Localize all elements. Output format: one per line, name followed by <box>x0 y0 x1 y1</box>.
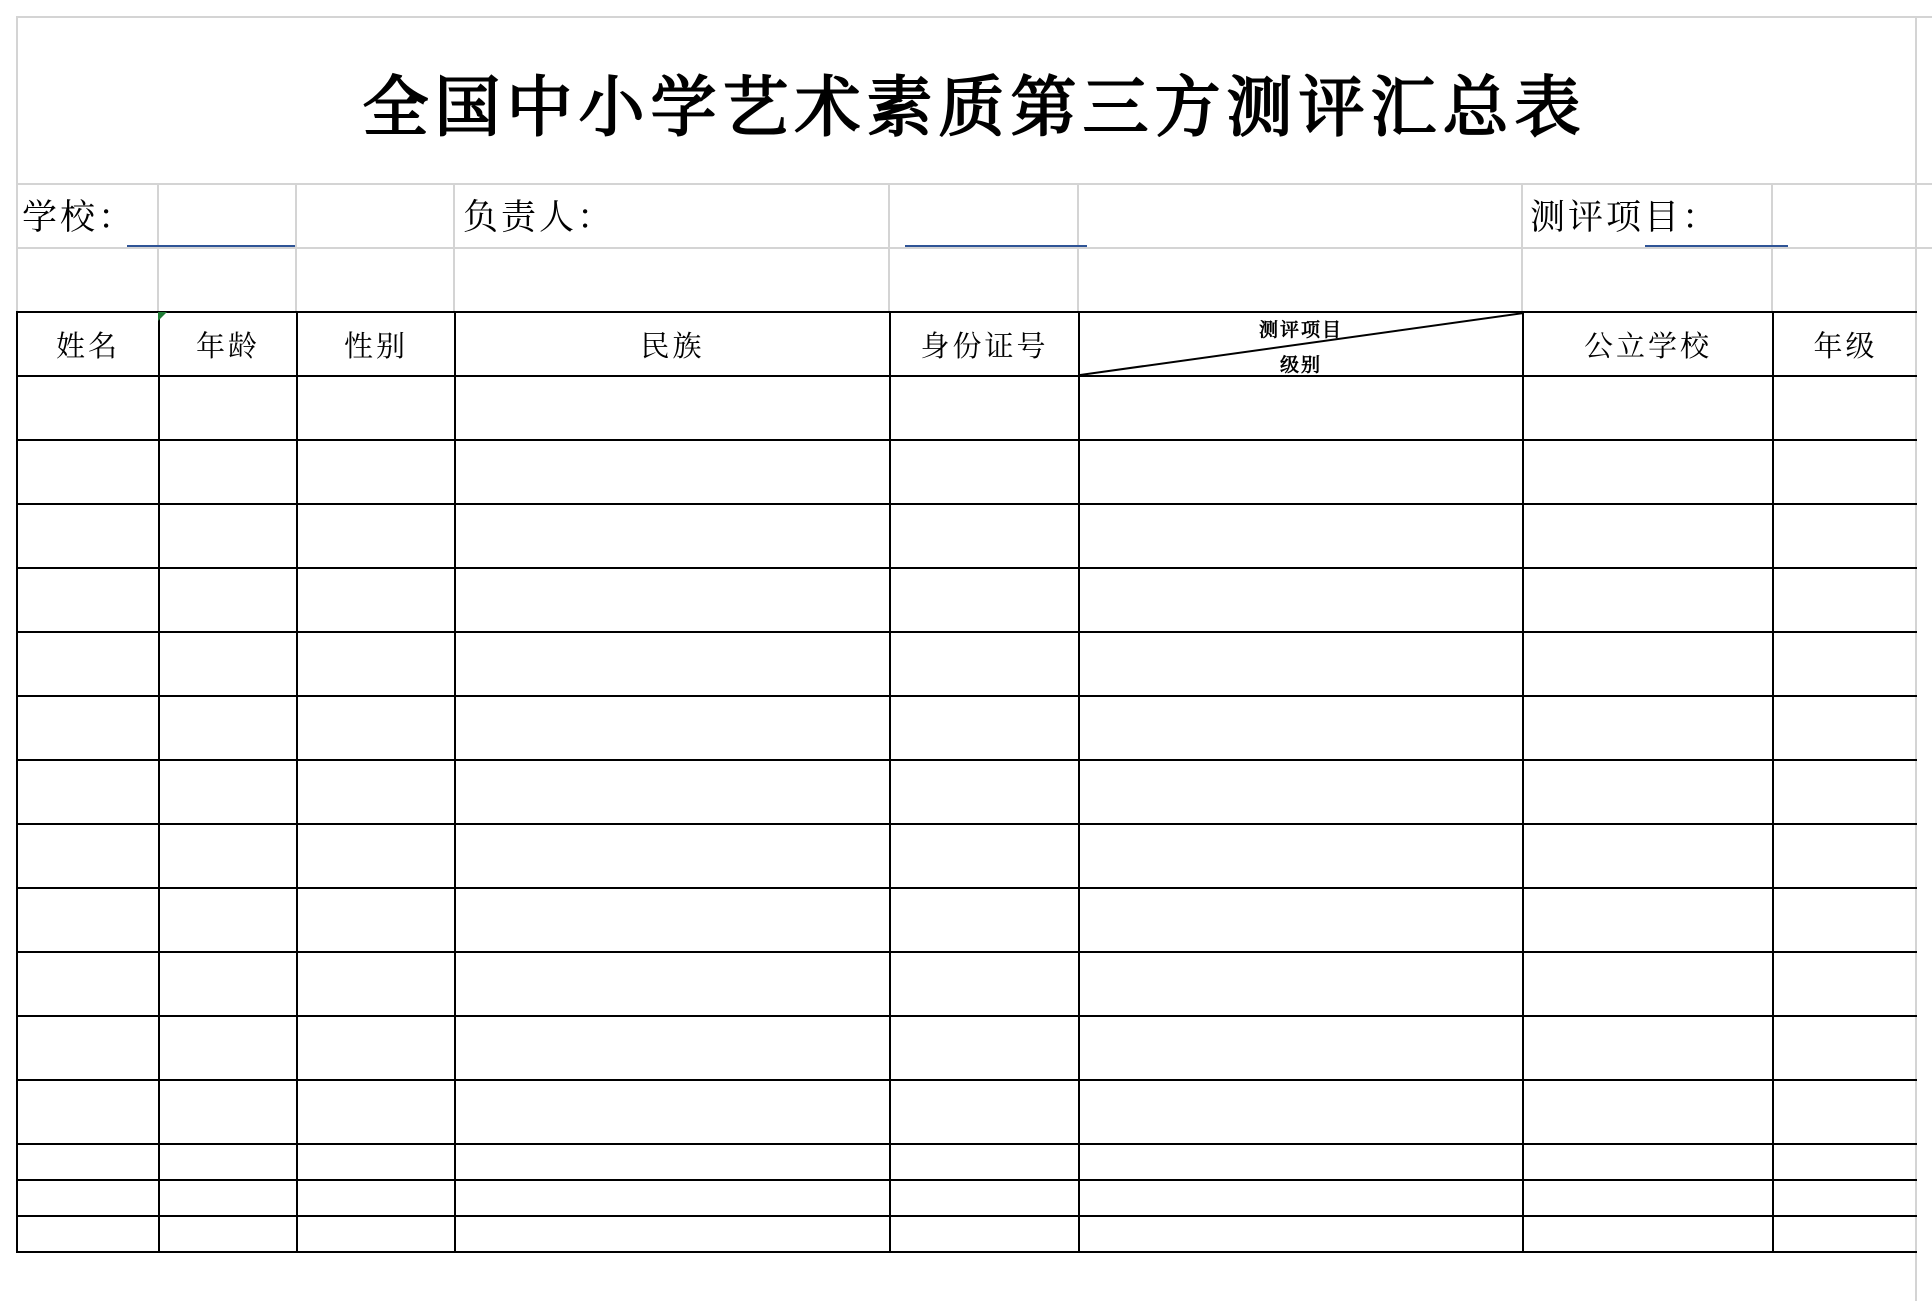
project-fill-line[interactable] <box>1645 245 1788 247</box>
header-gender: 性别 <box>297 312 455 376</box>
comment-indicator-icon <box>158 312 167 321</box>
table-cell[interactable] <box>890 568 1079 632</box>
table-cell[interactable] <box>890 824 1079 888</box>
header-grade: 年级 <box>1773 312 1917 376</box>
table-row <box>17 824 1917 888</box>
table-row <box>17 696 1917 760</box>
table-row <box>17 1216 1917 1252</box>
table-row <box>17 1144 1917 1180</box>
table-cell[interactable] <box>1079 568 1523 632</box>
table-cell[interactable] <box>890 504 1079 568</box>
table-cell[interactable] <box>297 1016 455 1080</box>
sheet-gridline <box>157 183 159 311</box>
table-cell[interactable] <box>159 504 297 568</box>
table-cell[interactable] <box>1079 760 1523 824</box>
table-cell[interactable] <box>455 440 890 504</box>
table-cell[interactable] <box>1079 888 1523 952</box>
table-cell[interactable] <box>455 632 890 696</box>
table-cell[interactable] <box>297 696 455 760</box>
table-cell[interactable] <box>297 952 455 1016</box>
project-label: 测评项目： <box>1530 198 1721 238</box>
table-cell[interactable] <box>890 952 1079 1016</box>
school-fill-line[interactable] <box>127 245 295 247</box>
table-cell[interactable] <box>159 1180 297 1216</box>
table-cell[interactable] <box>1773 888 1917 952</box>
table-row <box>17 504 1917 568</box>
table-cell[interactable] <box>159 824 297 888</box>
table-cell[interactable] <box>17 1216 159 1252</box>
table-row <box>17 1080 1917 1144</box>
table-cell[interactable] <box>297 1144 455 1180</box>
table-cell[interactable] <box>159 888 297 952</box>
table-cell[interactable] <box>297 568 455 632</box>
table-cell[interactable] <box>159 1016 297 1080</box>
table-cell[interactable] <box>297 1080 455 1144</box>
table-cell[interactable] <box>17 1180 159 1216</box>
table-cell[interactable] <box>297 504 455 568</box>
table-cell[interactable] <box>890 760 1079 824</box>
header-id-number: 身份证号 <box>890 312 1079 376</box>
table-cell[interactable] <box>455 1080 890 1144</box>
sheet-gridline <box>16 247 1932 249</box>
table-cell[interactable] <box>159 1080 297 1144</box>
table-cell[interactable] <box>1079 1080 1523 1144</box>
sheet-gridline <box>295 183 297 311</box>
table-cell[interactable] <box>159 632 297 696</box>
table-cell[interactable] <box>1079 1016 1523 1080</box>
table-cell[interactable] <box>1523 824 1773 888</box>
table-cell[interactable] <box>1079 696 1523 760</box>
table-body <box>17 376 1917 1252</box>
table-cell[interactable] <box>1523 440 1773 504</box>
table-cell[interactable] <box>1523 1144 1773 1180</box>
table-row <box>17 888 1917 952</box>
table-cell[interactable] <box>17 632 159 696</box>
table-cell[interactable] <box>1523 952 1773 1016</box>
table-cell[interactable] <box>17 1144 159 1180</box>
sheet-gridline <box>453 183 455 311</box>
table-cell[interactable] <box>1079 952 1523 1016</box>
table-cell[interactable] <box>1773 504 1917 568</box>
table-cell[interactable] <box>455 1144 890 1180</box>
person-fill-line[interactable] <box>905 245 1087 247</box>
table-cell[interactable] <box>297 824 455 888</box>
header-public-school: 公立学校 <box>1523 312 1773 376</box>
sheet-gridline <box>888 183 890 311</box>
sheet-gridline <box>1771 183 1773 311</box>
table-cell[interactable] <box>1079 824 1523 888</box>
table-cell[interactable] <box>455 760 890 824</box>
table-cell[interactable] <box>455 952 890 1016</box>
table-cell[interactable] <box>159 376 297 440</box>
table-cell[interactable] <box>297 440 455 504</box>
person-label: 负责人： <box>463 198 616 238</box>
table-cell[interactable] <box>1773 696 1917 760</box>
table-row <box>17 632 1917 696</box>
header-name: 姓名 <box>17 312 159 376</box>
table-cell[interactable] <box>455 824 890 888</box>
sheet-gridline <box>1077 183 1079 311</box>
table-cell[interactable] <box>455 888 890 952</box>
table-cell[interactable] <box>159 696 297 760</box>
table-row <box>17 952 1917 1016</box>
table-cell[interactable] <box>1523 376 1773 440</box>
table-row <box>17 376 1917 440</box>
header-ethnicity: 民族 <box>455 312 890 376</box>
table-cell[interactable] <box>455 376 890 440</box>
table-cell[interactable] <box>890 1180 1079 1216</box>
table-cell[interactable] <box>455 1180 890 1216</box>
table-cell[interactable] <box>17 888 159 952</box>
table-cell[interactable] <box>1773 376 1917 440</box>
table-cell[interactable] <box>890 1144 1079 1180</box>
table-cell[interactable] <box>1773 952 1917 1016</box>
diagonal-top-label: 测评项目 <box>1258 319 1343 341</box>
table-cell[interactable] <box>297 760 455 824</box>
table-cell[interactable] <box>1079 1216 1523 1252</box>
header-diagonal <box>1079 312 1523 376</box>
table-cell[interactable] <box>17 1016 159 1080</box>
table-cell[interactable] <box>1773 1016 1917 1080</box>
table-cell[interactable] <box>1079 1180 1523 1216</box>
table-row <box>17 1180 1917 1216</box>
table-cell[interactable] <box>159 952 297 1016</box>
table-cell[interactable] <box>1773 568 1917 632</box>
header-row <box>17 312 1917 376</box>
table-cell[interactable] <box>455 568 890 632</box>
diagonal-bottom-label: 级别 <box>1279 354 1322 376</box>
table-cell[interactable] <box>17 1080 159 1144</box>
table-cell[interactable] <box>1079 440 1523 504</box>
table-cell[interactable] <box>1523 632 1773 696</box>
sheet-gridline <box>16 16 1932 18</box>
table-cell[interactable] <box>159 1216 297 1252</box>
table-cell[interactable] <box>1773 760 1917 824</box>
table-cell[interactable] <box>159 1144 297 1180</box>
table-cell[interactable] <box>1523 1216 1773 1252</box>
table-cell[interactable] <box>1523 504 1773 568</box>
table-cell[interactable] <box>159 440 297 504</box>
sheet-gridline <box>1521 183 1523 311</box>
table-cell[interactable] <box>1773 632 1917 696</box>
table-cell[interactable] <box>455 1216 890 1252</box>
school-label: 学校： <box>22 198 137 238</box>
table-cell[interactable] <box>455 696 890 760</box>
table-cell[interactable] <box>1773 1080 1917 1144</box>
table-row <box>17 760 1917 824</box>
table-cell[interactable] <box>17 440 159 504</box>
table-cell[interactable] <box>1523 568 1773 632</box>
table-cell[interactable] <box>17 568 159 632</box>
table-cell[interactable] <box>455 1016 890 1080</box>
table-cell[interactable] <box>297 1216 455 1252</box>
table-cell[interactable] <box>890 1016 1079 1080</box>
table-cell[interactable] <box>455 504 890 568</box>
table-cell[interactable] <box>17 952 159 1016</box>
table-cell[interactable] <box>159 568 297 632</box>
table-row <box>17 568 1917 632</box>
table-cell[interactable] <box>17 760 159 824</box>
table-cell[interactable] <box>297 632 455 696</box>
table-cell[interactable] <box>297 376 455 440</box>
table-cell[interactable] <box>1079 1144 1523 1180</box>
table-cell[interactable] <box>1523 696 1773 760</box>
table-cell[interactable] <box>1773 440 1917 504</box>
table-cell[interactable] <box>890 1080 1079 1144</box>
table-cell[interactable] <box>1773 1180 1917 1216</box>
table-cell[interactable] <box>890 376 1079 440</box>
table-cell[interactable] <box>17 376 159 440</box>
table-cell[interactable] <box>1523 1080 1773 1144</box>
page-title: 全国中小学艺术素质第三方测评汇总表 <box>362 67 1587 146</box>
table-cell[interactable] <box>1079 504 1523 568</box>
header-age: 年龄 <box>159 312 297 376</box>
table-cell[interactable] <box>890 1216 1079 1252</box>
table-cell[interactable] <box>890 696 1079 760</box>
table-cell[interactable] <box>17 824 159 888</box>
table-cell[interactable] <box>890 632 1079 696</box>
sheet-gridline <box>16 183 1932 185</box>
table-cell[interactable] <box>1523 1180 1773 1216</box>
table-cell[interactable] <box>297 1180 455 1216</box>
table-cell[interactable] <box>17 696 159 760</box>
table-cell[interactable] <box>1079 376 1523 440</box>
table-cell[interactable] <box>1523 760 1773 824</box>
table-row <box>17 440 1917 504</box>
table-cell[interactable] <box>890 888 1079 952</box>
table-cell[interactable] <box>1773 1144 1917 1180</box>
summary-table <box>16 311 1917 1253</box>
table-cell[interactable] <box>1773 824 1917 888</box>
table-cell[interactable] <box>297 888 455 952</box>
table-cell[interactable] <box>1523 1016 1773 1080</box>
table-cell[interactable] <box>17 504 159 568</box>
table-row <box>17 1016 1917 1080</box>
table-cell[interactable] <box>1079 632 1523 696</box>
table-cell[interactable] <box>1773 1216 1917 1252</box>
table-cell[interactable] <box>890 440 1079 504</box>
table-cell[interactable] <box>1523 888 1773 952</box>
table-cell[interactable] <box>159 760 297 824</box>
